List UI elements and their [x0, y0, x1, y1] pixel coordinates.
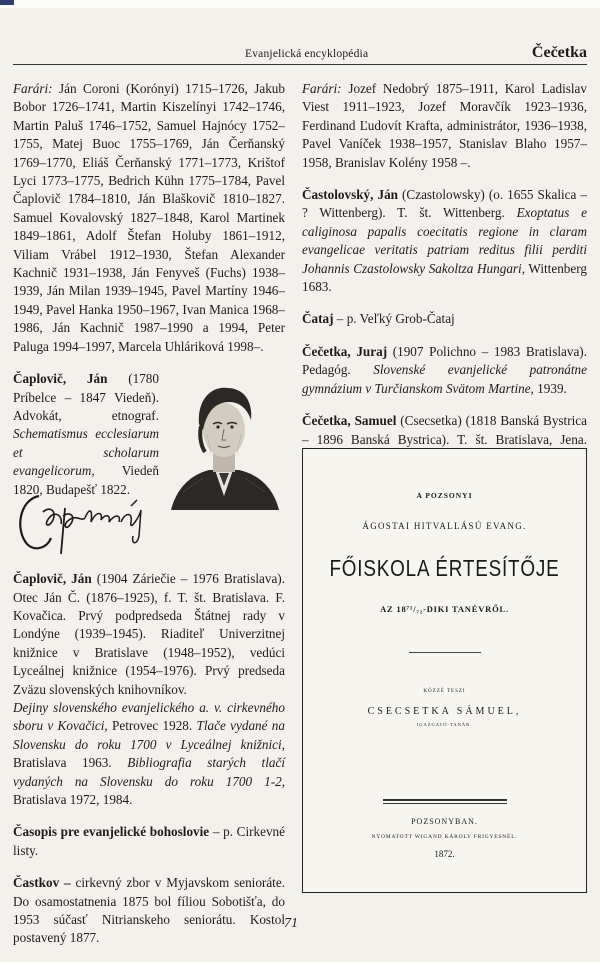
work-rest: Viedeň 1820, Budapešť 1822.	[13, 463, 159, 497]
title-page-main-title: FŐISKOLA ÉRTESÍTŐJE	[329, 555, 560, 581]
title-page-line-7: IGAZGATÓ-TANÁR.	[416, 722, 473, 727]
title-page-year: 1872.	[434, 849, 455, 859]
work-title-1: Dejiny slovenského evanjelického a. v. cirkevného sboru v Kovačici,	[13, 699, 285, 734]
farari-text: Ján Coroni (Korónyi) 1715–1726, Jakub Bobor 1726–1741, Martin Kiszelínyi 1742–1746, Martin Paluš 1746–1752, Samuel Hajnócy 1752–1755, Matej Buoc 1755–1769, Ján Čerňanský 1769–1770, Eliáš Čerňanský 1771–1773, Krištof Lyci 1773–1775, Bedrich Kühn 1775–1784, Pavel Čaplovič 1784–1810, Ján Blaškovič 1810–1827. Samuel Kovalovský 1827–1848, Karol Martinek 1849–1861, Adolf Štefan Holuby 1861–1912, Viliam Vrábel 1912–1930, Štefan Alexander Kachnič 1931–1938, Ján Fenyveš (Fuchs) 1938–1939, Ján Milan 1939–1945, Pavel Martíny 1946–1949, Pavel Hanka 1950–1967, Ivan Manica 1968–1986, Ján Kachnič 1987–1990 a 1994, Peter Paluga 1994–1997, Marcela Uhláriková 1998–.	[13, 81, 285, 354]
title-page-place: POZSONYBAN.	[411, 817, 478, 826]
running-header	[13, 42, 587, 66]
work-title: Exoptatus e caliginosa papalis coecitatis regione in claram evangelicae veritatis patriam reditus filii perditi Johannis Czastolowsky Sakoltza Hungari,	[302, 205, 587, 276]
headword: Častkov –	[13, 875, 71, 891]
farari-label: Farári:	[13, 81, 53, 96]
work-title-2: Tlače vydané na Slovensku do roku 1700 v Lyceálnej knižnici,	[13, 718, 285, 752]
work-title: Slovenské evanjelické patronátne gymnázium v Turčianskom Svätom Martine,	[302, 362, 587, 396]
entry-text: (Csecsetka) (1818 Banská Bystrica – 1896 Banská Bystrica). T. št. Bratislava, Jena.	[302, 413, 587, 447]
work-rest-2: Bratislava 1963.	[13, 755, 112, 771]
signature-image	[13, 488, 163, 560]
right-column	[302, 80, 587, 481]
headword: Čečetka, Juraj	[302, 343, 388, 359]
headword: Čaplovič, Ján	[13, 371, 108, 387]
entry-farari-left	[13, 80, 285, 356]
header-rule	[13, 64, 587, 65]
title-page-printer: NYOMATOTT WIGAND KÁROLY FRIGYESNÉL.	[371, 834, 518, 840]
title-page-rule	[409, 652, 481, 653]
entry-text: – p. Cirkevné listy.	[13, 824, 286, 858]
running-title: Evanjelická encyklopédia	[245, 48, 369, 60]
entry-cecetka-juraj	[302, 343, 587, 398]
work-rest-3: Bratislava 1972, 1984.	[13, 791, 133, 807]
title-page-facsimile	[302, 448, 587, 893]
farari-text: Jozef Nedobrý 1875–1911, Karol Ladislav Viest 1911–1923, Jozef Moravčík 1923–1936, Ferdinand Ľudovít Krafta, administrátor, 1936–1938, Pavel Vaníček 1938–1957, Stanislav Blaho 1957–1958, Branislav Kolény 1958 –.	[302, 81, 587, 170]
entry-text: (1904 Záriečie – 1976 Bratislava). Otec Ján Č. (1876–1925), f. T. št. Bratislava. F. Kovačica. Prvý podpredseda Štátnej rady v Londýne (1939–1945). Riaditeľ Univerzitnej knižnice v Bratislave (1948–1952), vedúci Lyceálnej knižnice (1954–1976). Prvý predseda Zväzu slovenských knihovníkov.	[13, 571, 285, 697]
work-rest: Wittenberg 1683.	[302, 260, 587, 295]
title-page-double-rule	[383, 799, 507, 804]
work-title: Schematismus ecclesiarum et scholarum evangelicorum,	[13, 426, 159, 479]
title-page-line-5: KÖZZÉ TESZI	[423, 689, 466, 694]
entry-text: cirkevný zbor v Myjavskom senioráte. Do osamostatnenia 1875 bol fíliou Sobotišťa, do 1953 súčasť Nitrianskeho seniorátu. Kostol postavený 1877.	[13, 875, 285, 946]
headword: Častolovský, Ján	[302, 187, 398, 203]
entry-text: (1780 Príbelce – 1847 Viedeň). Advokát, etnograf.	[13, 371, 159, 423]
title-page-line-2: ÁGOSTAI HITVALLÁSÚ EVANG.	[362, 521, 527, 531]
section-word: Čečetka	[531, 44, 587, 61]
headword: Čataj	[302, 311, 334, 327]
work-rest-1: Petrovec 1928.	[107, 718, 193, 734]
headword: Čečetka, Samuel	[302, 413, 397, 429]
title-page-line-1: A POZSONYI	[416, 491, 473, 500]
entry-castolovsky	[302, 186, 587, 296]
caplovic-1780-text-block	[13, 370, 159, 499]
entry-text: (Czastolowsky) (o. 1655 Skalica – ? Wittenberg). T. št. Wittenberg.	[302, 187, 587, 221]
entry-caplovic-1904	[13, 570, 285, 809]
title-page-author: CSECSETKA SÁMUEL,	[367, 706, 522, 717]
farari-label: Farári:	[302, 81, 342, 96]
entry-cataj	[302, 310, 587, 328]
entry-caplovic-1780	[13, 370, 285, 560]
headword: Čaplovič, Ján	[13, 571, 92, 587]
headword: Časopis pre evanjelické bohoslovie	[13, 824, 210, 840]
work-title-3: Bibliografia starých tlačí vydaných na Slovensku do roku 1700 1-2,	[13, 755, 285, 789]
entry-castkov	[13, 874, 285, 948]
entry-casopis	[13, 823, 285, 860]
entry-text: (1907 Polichno – 1983 Bratislava). Pedagóg.	[302, 343, 587, 378]
title-page-line-4: AZ 18⁷¹/₇₂-DIKI TANÉVRŐL.	[380, 604, 509, 614]
entry-farari-right	[302, 80, 587, 172]
page-number: 71	[284, 916, 298, 931]
entry-text: – p. Veľký Grob-Čataj	[333, 311, 455, 327]
portrait-engraving	[163, 374, 285, 510]
top-scan-edge	[0, 0, 600, 8]
left-column	[13, 80, 285, 962]
work-rest: 1939.	[533, 380, 567, 396]
top-color-strip	[0, 0, 14, 5]
